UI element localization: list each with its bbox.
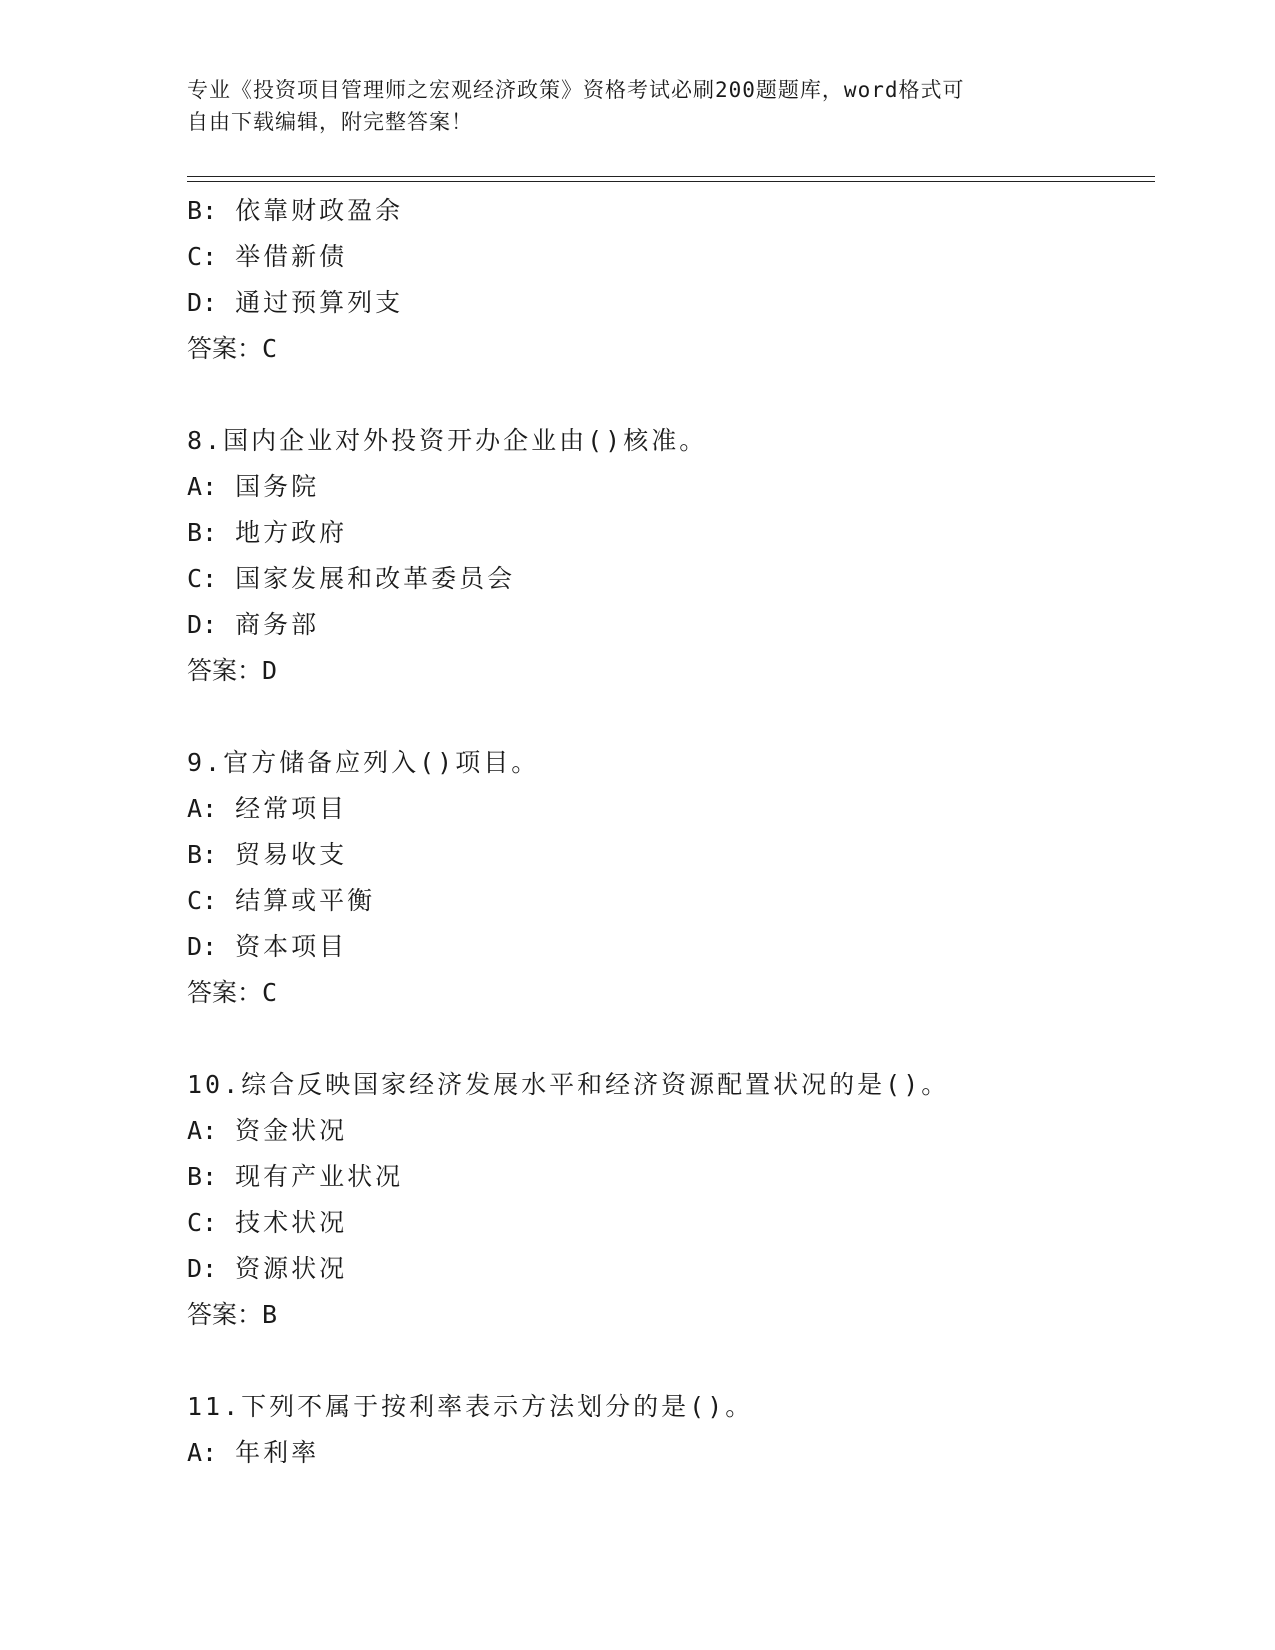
option-label: B: xyxy=(187,1162,218,1191)
option-d xyxy=(187,1246,1155,1292)
question-8 xyxy=(187,418,1155,694)
option-a xyxy=(187,1430,1155,1476)
option-a xyxy=(187,786,1155,832)
question-11 xyxy=(187,1384,1155,1476)
option-label: D: xyxy=(187,610,218,639)
option-text: 资本项目 xyxy=(235,932,348,961)
option-d xyxy=(187,602,1155,648)
document-header xyxy=(187,74,1087,138)
option-text: 经常项目 xyxy=(235,794,348,823)
option-text: 国家发展和改革委员会 xyxy=(235,564,516,593)
spacer xyxy=(187,1016,1155,1062)
header-line-1: 专业《投资项目管理师之宏观经济政策》资格考试必刷200题题库，word格式可 xyxy=(187,78,965,102)
answer-label: 答案： xyxy=(187,334,263,363)
question-stem: 8.国内企业对外投资开办企业由()核准。 xyxy=(187,426,708,455)
option-text: 通过预算列支 xyxy=(235,288,404,317)
answer-line xyxy=(187,1292,1155,1338)
option-label: B: xyxy=(187,840,218,869)
option-text: 技术状况 xyxy=(235,1208,348,1237)
option-text: 依靠财政盈余 xyxy=(235,196,404,225)
question-stem: 11.下列不属于按利率表示方法划分的是()。 xyxy=(187,1392,754,1421)
answer-label: 答案： xyxy=(187,978,263,1007)
question-7-continuation xyxy=(187,188,1155,372)
question-stem: 9.官方储备应列入()项目。 xyxy=(187,748,540,777)
option-label: D: xyxy=(187,288,218,317)
question-9 xyxy=(187,740,1155,1016)
option-text: 结算或平衡 xyxy=(235,886,376,915)
answer-line xyxy=(187,326,1155,372)
option-c xyxy=(187,1200,1155,1246)
option-text: 现有产业状况 xyxy=(235,1162,404,1191)
option-c xyxy=(187,234,1155,280)
option-text: 国务院 xyxy=(235,472,320,501)
header-divider-thick xyxy=(187,181,1155,182)
option-text: 地方政府 xyxy=(235,518,348,547)
option-a xyxy=(187,464,1155,510)
answer-value: C xyxy=(262,978,278,1007)
option-label: D: xyxy=(187,1254,218,1283)
option-a xyxy=(187,1108,1155,1154)
question-10 xyxy=(187,1062,1155,1338)
spacer xyxy=(187,1338,1155,1384)
option-label: A: xyxy=(187,794,218,823)
option-text: 举借新债 xyxy=(235,242,348,271)
answer-line xyxy=(187,648,1155,694)
option-label: A: xyxy=(187,1116,218,1145)
option-text: 资源状况 xyxy=(235,1254,348,1283)
answer-value: D xyxy=(262,656,278,685)
option-label: B: xyxy=(187,196,218,225)
answer-label: 答案： xyxy=(187,1300,263,1329)
option-c xyxy=(187,878,1155,924)
answer-line xyxy=(187,970,1155,1016)
option-c xyxy=(187,556,1155,602)
header-divider-thin xyxy=(187,176,1155,177)
option-text: 贸易收支 xyxy=(235,840,348,869)
option-text: 商务部 xyxy=(235,610,320,639)
option-b xyxy=(187,188,1155,234)
option-text: 年利率 xyxy=(235,1438,320,1467)
answer-label: 答案： xyxy=(187,656,263,685)
answer-value: B xyxy=(262,1300,278,1329)
option-b xyxy=(187,832,1155,878)
option-label: B: xyxy=(187,518,218,547)
spacer xyxy=(187,694,1155,740)
option-text: 资金状况 xyxy=(235,1116,348,1145)
option-label: C: xyxy=(187,1208,218,1237)
option-label: C: xyxy=(187,242,218,271)
answer-value: C xyxy=(262,334,278,363)
header-line-2: 自由下载编辑，附完整答案！ xyxy=(187,110,473,134)
option-label: C: xyxy=(187,886,218,915)
option-b xyxy=(187,510,1155,556)
option-label: A: xyxy=(187,472,218,501)
option-b xyxy=(187,1154,1155,1200)
spacer xyxy=(187,372,1155,418)
option-d xyxy=(187,924,1155,970)
option-label: C: xyxy=(187,564,218,593)
option-label: D: xyxy=(187,932,218,961)
question-content xyxy=(187,188,1155,1476)
question-stem: 10.综合反映国家经济发展水平和经济资源配置状况的是()。 xyxy=(187,1070,950,1099)
option-label: A: xyxy=(187,1438,218,1467)
option-d xyxy=(187,280,1155,326)
